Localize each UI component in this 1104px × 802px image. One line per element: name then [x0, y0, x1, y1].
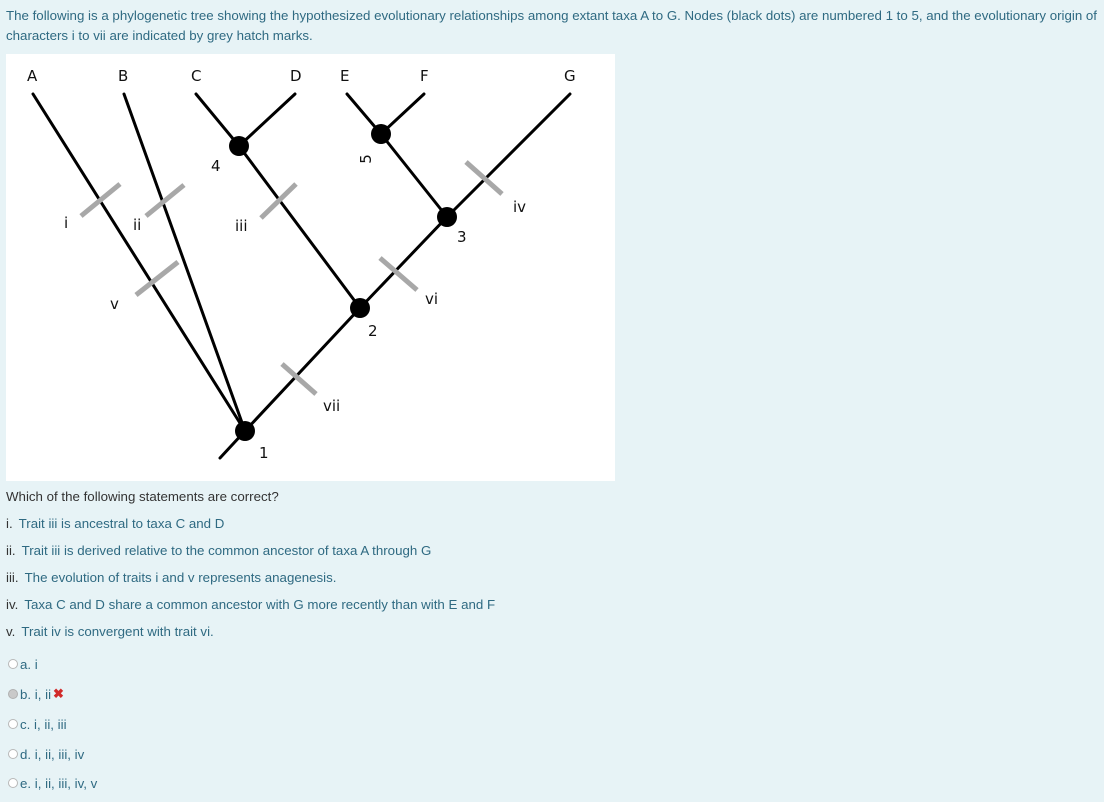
- answer-option-a[interactable]: [8, 655, 38, 673]
- hatch-i: [81, 184, 120, 216]
- option-label: e. i, ii, iii, iv, v: [20, 775, 98, 791]
- incorrect-icon: ✖: [53, 686, 64, 701]
- option-label: d. i, ii, iii, iv: [20, 746, 85, 762]
- radio-button[interactable]: [8, 659, 18, 669]
- branch-a: [33, 94, 245, 431]
- node-2: [350, 298, 370, 318]
- branch-4-2: [239, 146, 360, 308]
- node-3: [437, 207, 457, 227]
- statement-2: [6, 543, 431, 558]
- taxon-label-c: C: [191, 67, 202, 85]
- node-4: [229, 136, 249, 156]
- radio-button[interactable]: [8, 749, 18, 759]
- taxon-label-a: A: [27, 67, 38, 85]
- taxon-label-g: G: [564, 67, 576, 85]
- statement-text: Trait iii is derived relative to the common ancestor of taxa A through G: [21, 543, 432, 558]
- radio-button[interactable]: [8, 778, 18, 788]
- branch-c: [196, 94, 239, 146]
- statement-text: Trait iii is ancestral to taxa C and D: [18, 516, 225, 531]
- statement-number: iv.: [6, 597, 19, 612]
- taxon-label-f: F: [420, 67, 429, 85]
- statement-text: The evolution of traits i and v represents anagenesis.: [24, 570, 337, 585]
- statement-number: ii.: [6, 543, 16, 558]
- option-label: c. i, ii, iii: [20, 716, 67, 732]
- node-label-3: 3: [457, 228, 467, 246]
- trait-label-iv: iv: [513, 198, 527, 216]
- node-label-5: 5: [357, 154, 375, 164]
- statement-number: iii.: [6, 570, 19, 585]
- branch-d: [239, 94, 295, 146]
- statement-4: [6, 597, 495, 612]
- taxon-label-d: D: [290, 67, 302, 85]
- option-label: a. i: [20, 656, 38, 672]
- hatch-vii: [282, 364, 316, 394]
- branch-5-3: [381, 134, 447, 217]
- answer-option-c[interactable]: [8, 715, 67, 733]
- statement-text: Taxa C and D share a common ancestor with G more recently than with E and F: [24, 597, 496, 612]
- statement-number: v.: [6, 624, 16, 639]
- question-prompt: Which of the following statements are correct?: [6, 489, 279, 504]
- branch-b: [124, 94, 245, 431]
- trait-label-vi: vi: [425, 290, 439, 308]
- answer-option-e[interactable]: [8, 774, 97, 792]
- radio-button[interactable]: [8, 719, 18, 729]
- node-label-1: 1: [259, 444, 269, 462]
- statement-5: [6, 624, 214, 639]
- trait-label-v: v: [110, 295, 119, 313]
- trait-label-i: i: [64, 214, 69, 232]
- node-label-2: 2: [368, 322, 378, 340]
- trait-label-ii: ii: [133, 216, 142, 234]
- taxon-label-e: E: [340, 67, 350, 85]
- node-5: [371, 124, 391, 144]
- trait-label-vii: vii: [323, 397, 341, 415]
- statement-text: Trait iv is convergent with trait vi.: [21, 624, 214, 639]
- trait-label-iii: iii: [235, 217, 248, 235]
- option-label: b. i, ii: [20, 686, 52, 702]
- node-1: [235, 421, 255, 441]
- answer-option-b[interactable]: [8, 685, 64, 703]
- radio-button-selected[interactable]: [8, 689, 18, 699]
- answer-option-d[interactable]: [8, 745, 84, 763]
- branch-2-1: [245, 308, 360, 431]
- statement-3: [6, 570, 336, 585]
- phylogenetic-tree: [6, 54, 615, 481]
- node-label-4: 4: [211, 157, 221, 175]
- question-intro: The following is a phylogenetic tree showing the hypothesized evolutionary relationships among extant taxa A to G. Nodes (black dots) are numbered 1 to 5, and the evolutionary origin of characters i to vii are indicated by grey hatch marks.: [6, 8, 1097, 43]
- branch-g: [447, 94, 570, 217]
- taxon-label-b: B: [118, 67, 129, 85]
- hatch-vi: [380, 258, 417, 290]
- phylogenetic-tree-figure: [6, 54, 615, 481]
- statement-number: i.: [6, 516, 13, 531]
- statement-1: [6, 516, 224, 531]
